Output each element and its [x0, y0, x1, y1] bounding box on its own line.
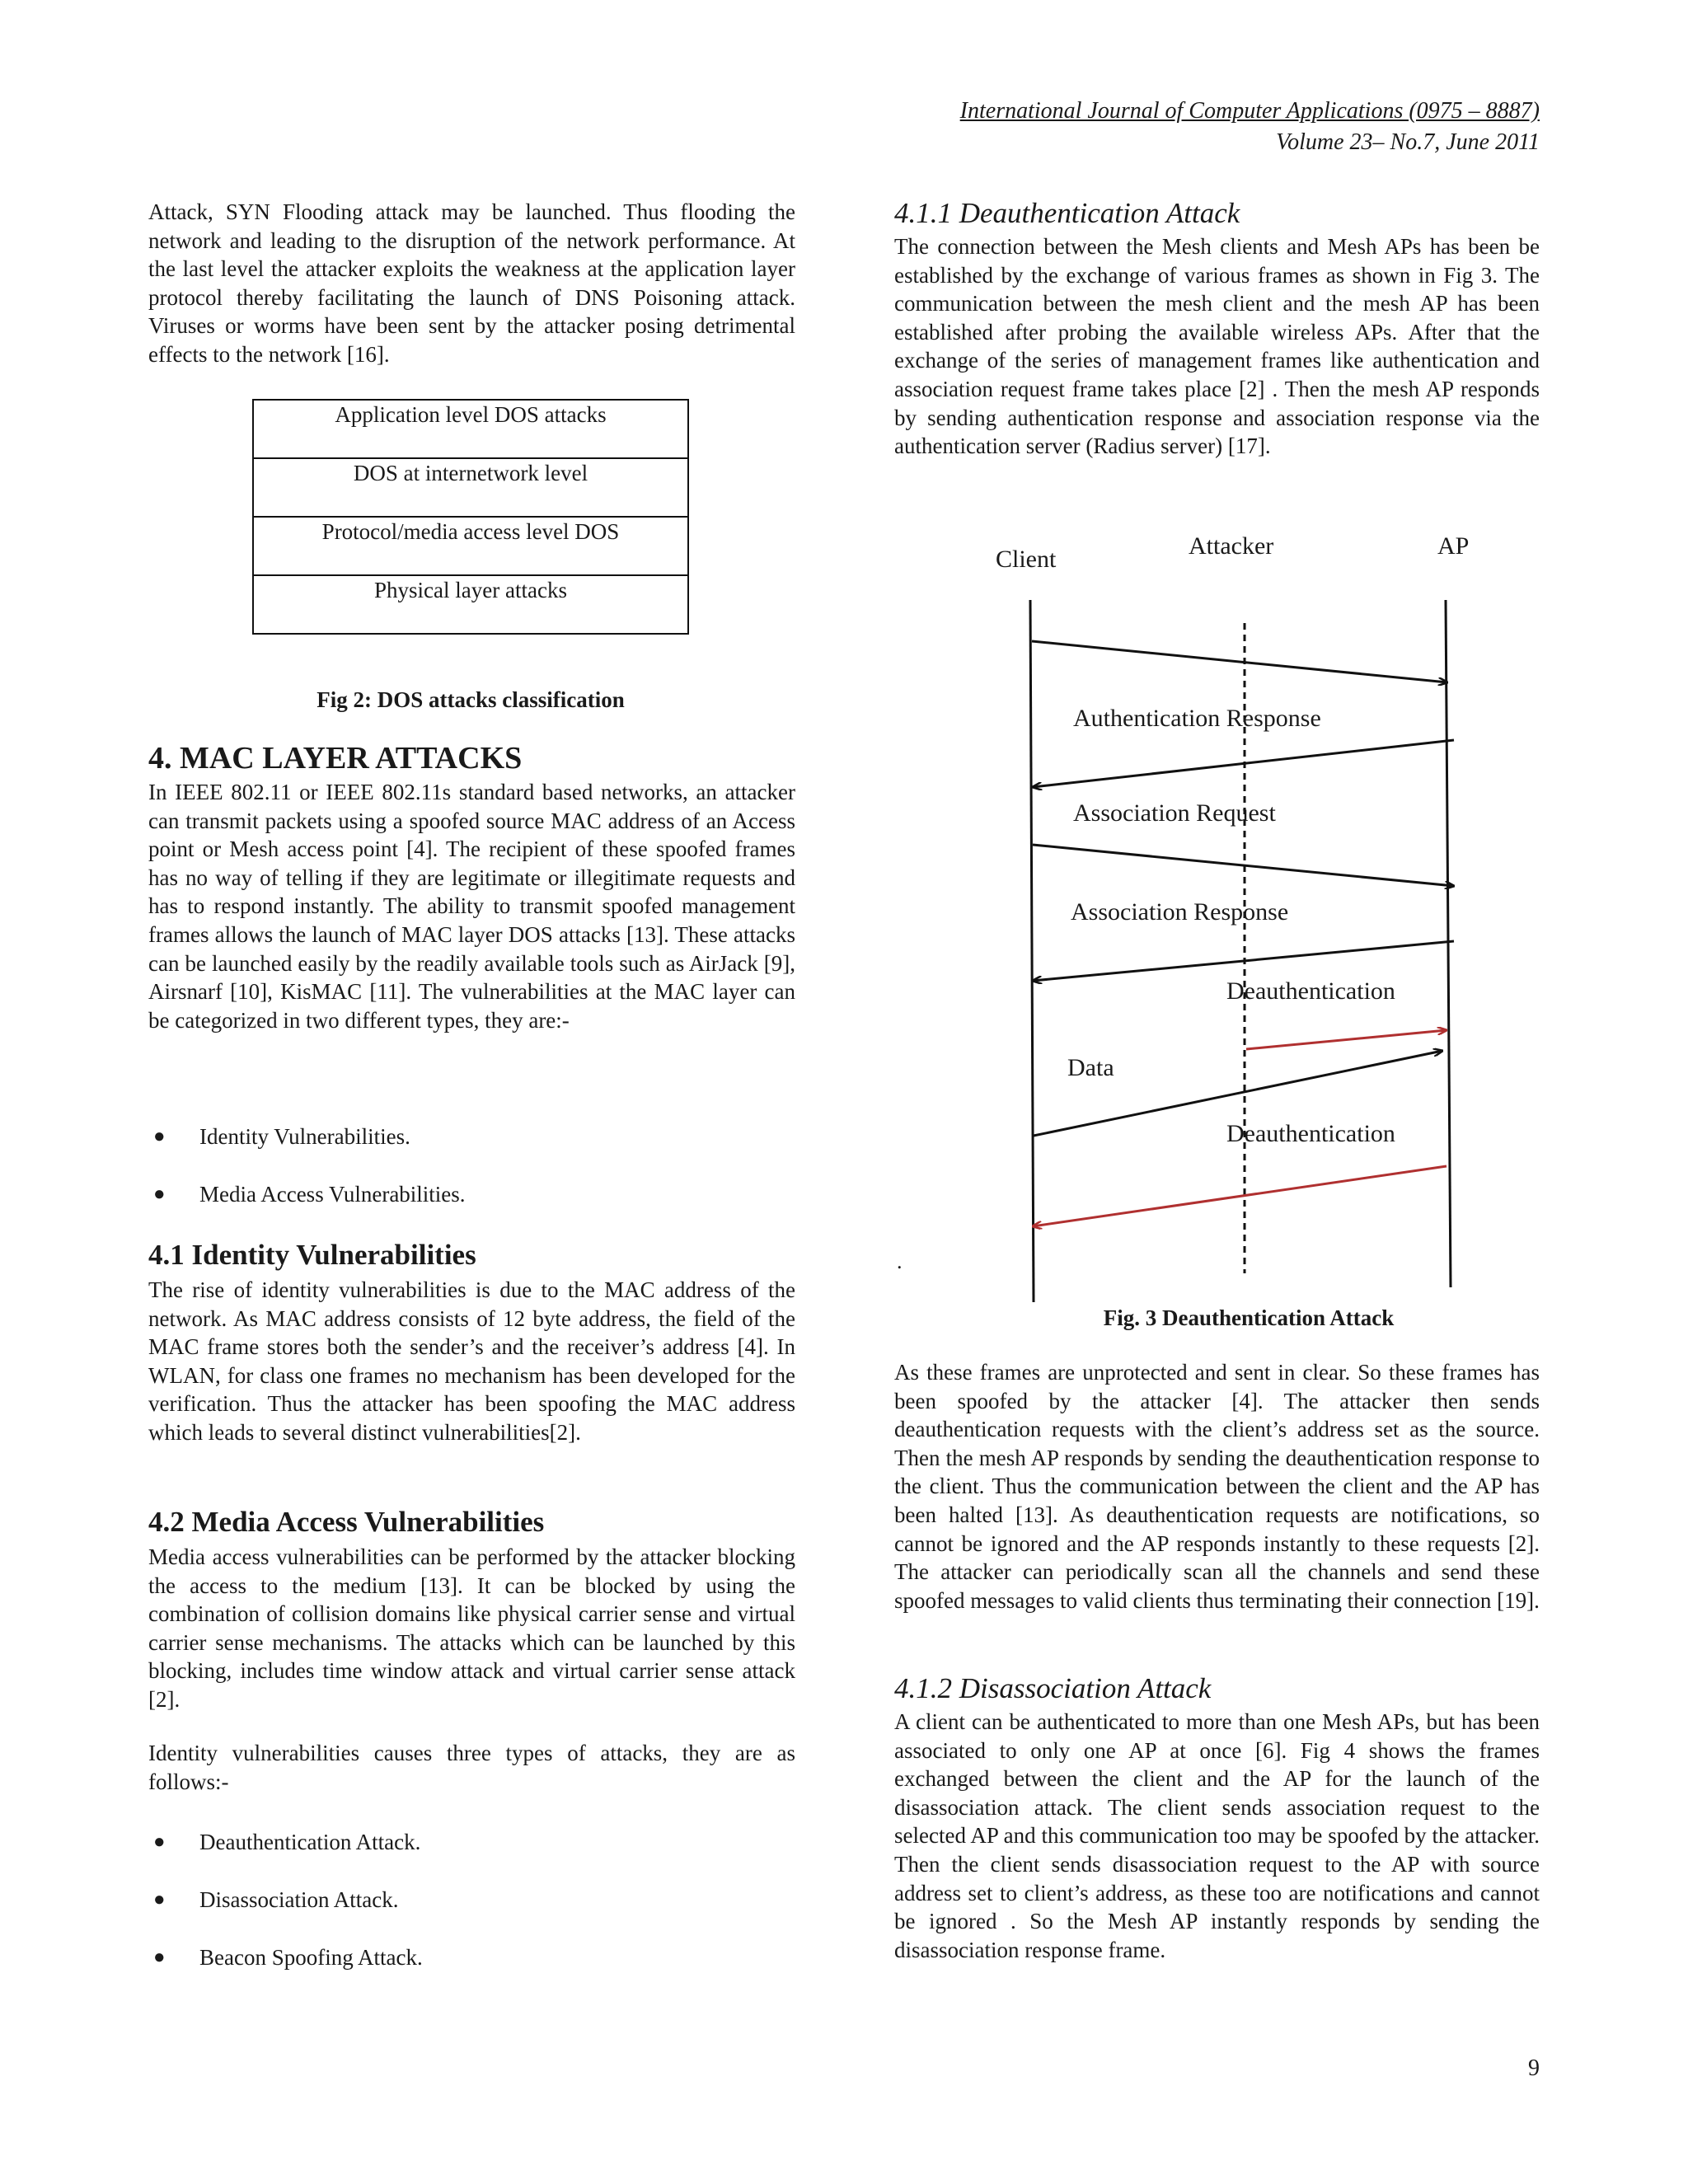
bullet-icon: ●	[153, 1183, 166, 1205]
message-label: Association Request	[1073, 799, 1276, 827]
table-cell: Physical layer attacks	[253, 575, 688, 634]
section-4-1-heading: 4.1 Identity Vulnerabilities	[148, 1239, 476, 1271]
ap-lifeline	[1446, 600, 1451, 1287]
list-item: ● Identity Vulnerabilities.	[153, 1124, 410, 1149]
section-4-1-1-paragraph: The connection between the Mesh clients and Mesh APs has been be established by the exchange of various frames as shown in Fig 3. The communication between the mesh client and the mesh AP has been established after probing the available wireless APs. After that the exchange of the series of management frames like authentication and association request frame takes place [2] . Then the mesh AP responds by sending authentication response and association response via the authentication server (Radius server) [17].	[894, 234, 1540, 459]
table-cell: DOS at internetwork level	[253, 458, 688, 517]
section-4-1-paragraph: The rise of identity vulnerabilities is due to the MAC address of the network. As MAC address consists of 12 byte address, the field of the MAC frame stores both the sender’s and the receiver’s address [4]. In WLAN, for class one frames no mechanism has been developed for the verification. Thus the attacker has been spoofing the MAC address which leads to several distinct vulnerabilities[2].	[148, 1277, 795, 1445]
section-4-1-1-heading: 4.1.1 Deauthentication Attack	[894, 197, 1240, 229]
client-lifeline	[1030, 600, 1034, 1302]
message-label: Deauthentication	[1226, 977, 1395, 1005]
table-cell: Application level DOS attacks	[253, 400, 688, 458]
table-cell: Protocol/media access level DOS	[253, 517, 688, 575]
section-4-2-paragraph: Media access vulnerabilities can be performed by the attacker blocking the access to the medium [13]. It can be blocked by using the combination of collision domains like physical carrier sense and virtual carrier sense mechanisms. The attacks which can be launched by this blocking, includes time window attack and virtual carrier sense attack [2].	[148, 1544, 795, 1712]
list-item: ● Media Access Vulnerabilities.	[153, 1182, 466, 1207]
stray-mark: .	[897, 1249, 903, 1273]
page-number: 9	[1528, 2055, 1540, 2081]
attack-types-intro: Identity vulnerabilities causes three types of attacks, they are as follows:-	[148, 1741, 795, 1794]
message-label: Deauthentication	[1226, 1120, 1395, 1147]
journal-title: International Journal of Computer Applications (0975 – 8887)	[959, 98, 1540, 124]
bullet-icon: ●	[153, 1831, 166, 1853]
section-4-1-2-heading: 4.1.2 Disassociation Attack	[894, 1672, 1212, 1704]
section-4-2-heading: 4.2 Media Access Vulnerabilities	[148, 1506, 545, 1538]
bullet-icon: ●	[153, 1126, 166, 1147]
spoofed-deauth-arrow	[1246, 1030, 1447, 1049]
bullet-icon: ●	[153, 1889, 166, 1910]
fig3-caption: Fig. 3 Deauthentication Attack	[1103, 1305, 1395, 1330]
actor-attacker: Attacker	[1189, 532, 1274, 560]
actor-client: Client	[996, 546, 1057, 573]
section-4-1-2-paragraph: A client can be authenticated to more than one Mesh APs, but has been associated to only one AP at once [6]. Fig 4 shows the frames exchanged between the client and the AP for the launch of the disassociation attack. The client sends association request to the selected AP and this communication too may be spoofed by the attacker. Then the client sends disassociation request to the AP with source address set to client’s address, as these too are notifications and cannot be ignored . So the Mesh AP instantly responds by sending the disassociation response frame.	[894, 1709, 1540, 1962]
message-label: Association Response	[1071, 898, 1289, 926]
spoofed-deauth-arrow	[1033, 1166, 1447, 1226]
intro-paragraph: Attack, SYN Flooding attack may be launched. Thus flooding the network and leading to the disruption of the network performance. At the last level the attacker exploits the weakness at the application layer protocol thereby facilitating the launch of DNS Poisoning attack. Viruses or worms have been sent by the attacker posing detrimental effects to the network [16].	[148, 199, 795, 367]
list-item: ● Beacon Spoofing Attack.	[153, 1945, 423, 1970]
message-label: Data	[1067, 1054, 1114, 1081]
message-arrow	[1032, 641, 1447, 682]
list-item: ● Deauthentication Attack.	[153, 1830, 421, 1854]
message-label: Authentication Response	[1073, 705, 1321, 732]
section-4-heading: 4. MAC LAYER ATTACKS	[148, 741, 523, 776]
after-figure-paragraph: As these frames are unprotected and sent in clear. So these frames has been spoofed by the attacker [4]. The attacker then sends deauthentication requests with the client’s address set as the source. Then the mesh AP responds by sending the deauthentication response to the client. Thus the communication between the client and the AP has been halted [13]. As deauthentication requests are notifications, so cannot be ignored and the AP responds instantly to these requests [2]. The attacker can periodically scan all the channels and send these spoofed messages to valid clients thus terminating their connection [19].	[894, 1360, 1540, 1613]
message-arrow	[1033, 740, 1454, 787]
section-4-paragraph: In IEEE 802.11 or IEEE 802.11s standard based networks, an attacker can transmit packets using a spoofed source MAC address of an Access point or Mesh access point [4]. The recipient of these spoofed frames has no way of telling if they are legitimate or illegitimate requests and has to respond instantly. The ability to transmit spoofed management frames allows the launch of MAC layer DOS attacks [13]. These attacks can be launched easily by the readily available tools such as AirJack [9], Airsnarf [10], KisMAC [11]. The vulnerabilities at the MAC layer can be categorized in two different types, they are:-	[148, 780, 795, 1033]
journal-volume: Volume 23– No.7, June 2011	[1276, 129, 1540, 155]
fig2-caption: Fig 2: DOS attacks classification	[316, 687, 625, 712]
actor-ap: AP	[1437, 532, 1470, 560]
bullet-icon: ●	[153, 1947, 166, 1968]
list-item: ● Disassociation Attack.	[153, 1887, 399, 1912]
